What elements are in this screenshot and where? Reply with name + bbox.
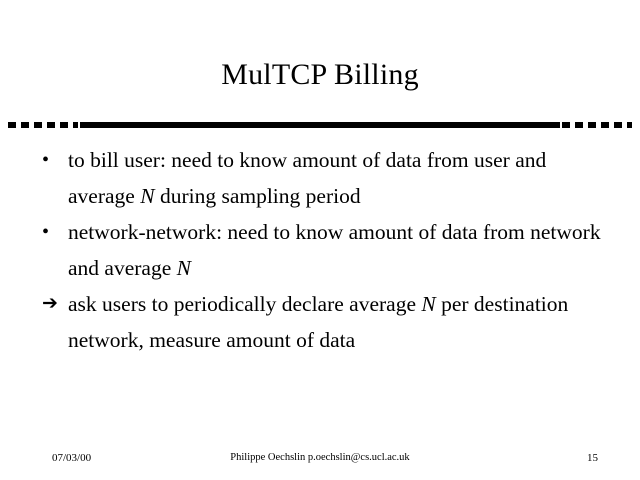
- bullet-text-part: per destination network, measure amount of data: [68, 292, 569, 352]
- slide-body: [42, 142, 608, 358]
- bullet-text-part: ask users to periodically declare average: [68, 292, 422, 316]
- bullet-marker: •: [42, 149, 50, 171]
- bullet-item: [42, 142, 608, 214]
- slide-footer: [0, 452, 640, 472]
- footer-author: Philippe Oechslin p.oechslin@cs.ucl.ac.uk: [230, 452, 410, 463]
- bullet-text-part: to bill user: need to know amount of data from user and average: [68, 148, 547, 208]
- bullet-text-part: during sampling period: [154, 184, 361, 208]
- bullet-text: [68, 214, 608, 286]
- divider-dots-left: [8, 122, 78, 128]
- footer-page-number: 15: [587, 452, 598, 464]
- slide-title: MulTCP Billing: [221, 58, 419, 91]
- bullet-text-part-italic: N: [176, 256, 191, 280]
- bullet-text: [68, 286, 608, 358]
- bullet-item: [42, 214, 608, 286]
- bullet-text: [68, 142, 608, 214]
- divider-dots-right: [562, 122, 632, 128]
- bullet-marker: •: [42, 221, 50, 243]
- bullet-text-part: network-network: need to know amount of data from network and average: [68, 220, 601, 280]
- bullet-text-part-italic: N: [140, 184, 155, 208]
- bullet-item: [42, 286, 608, 358]
- arrow-bullet-icon: ➔: [42, 293, 58, 314]
- divider-bar: [80, 122, 560, 128]
- title-divider: [8, 118, 632, 132]
- bullet-text-part-italic: N: [421, 292, 436, 316]
- footer-date: 07/03/00: [52, 452, 92, 464]
